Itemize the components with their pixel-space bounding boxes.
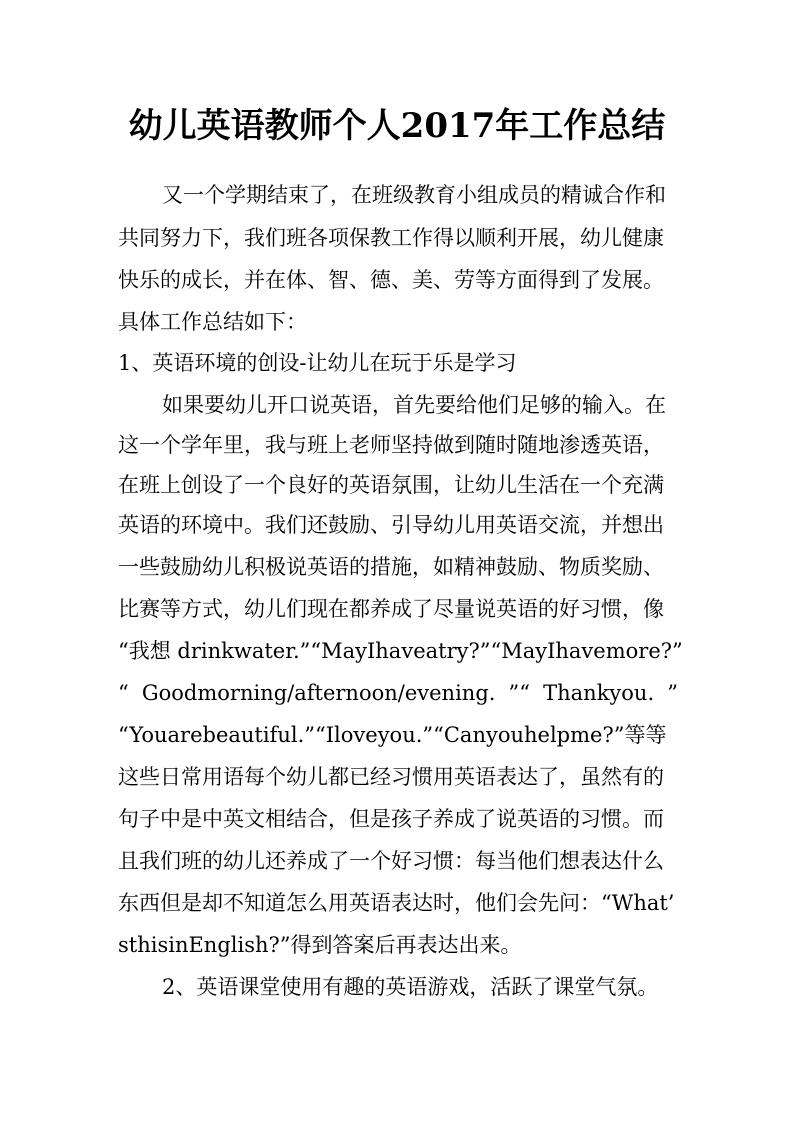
- paragraph-line: 具体工作总结如下：: [118, 310, 307, 334]
- quote-mark: “: [118, 681, 129, 705]
- section-heading-2: 2、英语课堂使用有趣的英语游戏，活跃了课堂气氛。: [162, 975, 659, 999]
- quote-mark: ”: [667, 681, 678, 705]
- section-heading-1: 1、英语环境的创设-让幼儿在玩于乐是学习: [118, 351, 517, 375]
- paragraph-line: “我想 drinkwater.”“MayIhaveatry?”“MayIhavemore?”: [118, 639, 683, 663]
- paragraph-line: 快乐的成长，并在体、智、德、美、劳等方面得到了发展。: [118, 268, 664, 292]
- paragraph-line: 这些日常用语每个幼儿都已经习惯用英语表达了，虽然有的: [118, 765, 664, 789]
- paragraph-line: 一些鼓励幼儿积极说英语的措施，如精神鼓励、物质奖励、: [118, 555, 664, 579]
- paragraph-line: 句子中是中英文相结合，但是孩子养成了说英语的习惯。而: [118, 807, 664, 831]
- paragraph-line: 如果要幼儿开口说英语，首先要给他们足够的输入。在: [162, 393, 666, 417]
- paragraph-line: 又一个学期结束了，在班级教育小组成员的精诚合作和: [162, 183, 666, 207]
- paragraph-line: 在班上创设了一个良好的英语氛围，让幼儿生活在一个充满: [118, 473, 664, 497]
- paragraph-line: 东西但是却不知道怎么用英语表达时，他们会先问：“What’: [118, 891, 675, 915]
- paragraph-line: sthisinEnglish?”得到答案后再表达出来。: [118, 933, 522, 957]
- paragraph-line: 英语的环境中。我们还鼓励、引导幼儿用英语交流，并想出: [118, 513, 664, 537]
- justified-line: [118, 678, 678, 708]
- phrase-thankyou: Thankyou.: [543, 681, 655, 705]
- paragraph-line: “Youarebeautiful.”“Iloveyou.”“Canyouhelpme?”等等: [118, 723, 667, 747]
- phrase-goodmorning: Goodmorning/afternoon/evening.: [141, 681, 496, 705]
- paragraph-line: 这一个学年里，我与班上老师坚持做到随时随地渗透英语，: [118, 433, 664, 457]
- document-title: 幼儿英语教师个人2017年工作总结: [128, 106, 666, 146]
- paragraph-line: 比赛等方式，幼儿们现在都养成了尽量说英语的好习惯，像: [118, 597, 664, 621]
- paragraph-line: 且我们班的幼儿还养成了一个好习惯：每当他们想表达什么: [118, 849, 664, 873]
- paragraph-line: 共同努力下，我们班各项保教工作得以顺利开展，幼儿健康: [118, 226, 664, 250]
- quote-mark: ”“: [508, 681, 531, 705]
